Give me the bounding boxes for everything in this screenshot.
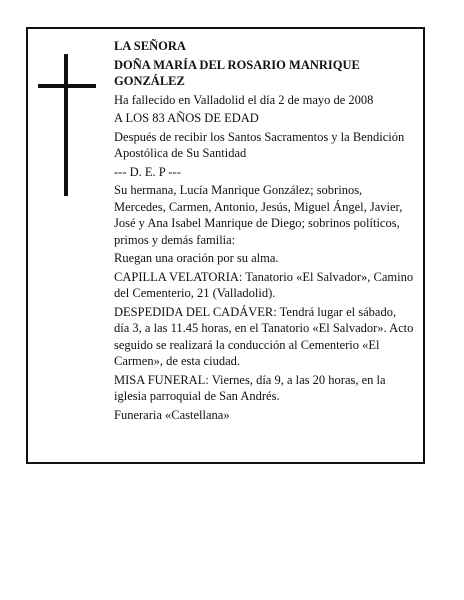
cross-horizontal-bar: [38, 84, 96, 88]
family-line: Su hermana, Lucía Manrique González; sobrinos, Mercedes, Carmen, Antonio, Jesús, Miguel Ángel, Javier, José y Ana Isabel Manrique de Diego; sobrinos políticos, primos y demás familia:: [114, 183, 403, 247]
cross-vertical-bar: [64, 54, 68, 196]
age-line: A LOS 83 AÑOS DE EDAD: [114, 111, 259, 125]
funeral-home: Funeraria «Castellana»: [114, 407, 230, 422]
funeral-mass-info: MISA FUNERAL: Viernes, día 9, a las 20 horas, en la iglesia parroquial de San Andrés.: [114, 372, 386, 403]
prayer-request: Ruegan una oración por su alma.: [114, 251, 279, 265]
rip-line: --- D. E. P ---: [114, 164, 181, 179]
sacraments-line: Después de recibir los Santos Sacramentos y la Bendición Apostólica de Su Santidad: [114, 129, 405, 160]
obituary-text: [114, 38, 414, 425]
chapel-info: CAPILLA VELATORIA: Tanatorio «El Salvador», Camino del Cementerio, 21 (Valladolid).: [114, 269, 414, 300]
death-info: Ha fallecido en Valladolid el día 2 de mayo de 2008: [114, 92, 374, 107]
cross-icon: [38, 54, 98, 196]
deceased-name: DOÑA MARÍA DEL ROSARIO MANRIQUE GONZÁLEZ: [114, 57, 360, 88]
farewell-info: DESPEDIDA DEL CADÁVER: Tendrá lugar el sábado, día 3, a las 11.45 horas, en el Tanatorio «El Salvador». Acto seguido se realizará la conducción al Cementerio «El Carmen», de esta ciudad.: [114, 304, 414, 368]
heading-title: LA SEÑORA: [114, 39, 186, 53]
